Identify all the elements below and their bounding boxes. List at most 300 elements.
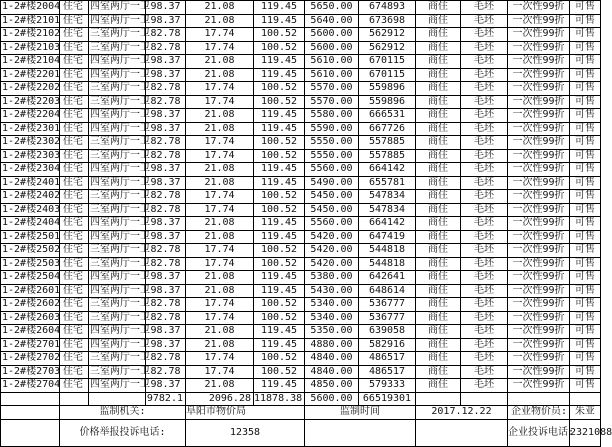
payment-cell: 一次性99折 xyxy=(508,1,570,15)
unit-cell: 1-2#楼2203 xyxy=(2,95,61,107)
nature-cell: 商住 xyxy=(416,338,461,352)
nature-cell: 商住 xyxy=(416,68,461,82)
area-cell: 98.37 xyxy=(146,284,186,298)
complaint-label: 企业投诉电话: xyxy=(508,419,570,446)
inner-area-cell: 100.52 xyxy=(254,190,305,204)
total-price-cell: 670115 xyxy=(359,68,416,82)
area-cell: 98.37 xyxy=(146,122,186,136)
total-price-cell: 544818 xyxy=(359,257,416,271)
use-cell: 住宅 xyxy=(60,352,89,366)
layout-type-cell: 三室两厅一卫 xyxy=(90,149,150,161)
payment-cell: 一次性99折 xyxy=(508,190,570,204)
area-cell: 98.37 xyxy=(146,176,186,190)
status-cell: 可售 xyxy=(570,95,601,109)
table-row xyxy=(1,311,601,325)
payment-cell: 一次性99折 xyxy=(508,95,570,109)
pool-area-cell: 17.74 xyxy=(186,28,254,42)
payment-cell: 一次性99折 xyxy=(508,109,570,123)
unit-cell: 1-2#楼2401 xyxy=(2,176,61,188)
nature-cell: 商住 xyxy=(416,298,461,312)
status-cell: 可售 xyxy=(570,298,601,312)
pool-area-cell: 21.08 xyxy=(186,55,254,69)
unit-cell: 1-2#楼2101 xyxy=(2,14,61,26)
area-cell: 98.37 xyxy=(146,14,186,28)
unit-cell: 1-2#楼2703 xyxy=(2,365,61,377)
decoration-cell: 毛坯 xyxy=(461,149,508,163)
inner-area-cell: 100.52 xyxy=(254,365,305,379)
nature-cell: 商住 xyxy=(416,1,461,15)
unit-price-cell: 5640.00 xyxy=(305,14,359,28)
total-price-cell: 673698 xyxy=(359,14,416,28)
pool-area-cell: 21.08 xyxy=(186,1,254,15)
use-cell: 住宅 xyxy=(60,1,89,15)
status-cell: 可售 xyxy=(570,257,601,271)
payment-cell: 一次性99折 xyxy=(508,284,570,298)
nature-cell: 商住 xyxy=(416,109,461,123)
payment-cell: 一次性99折 xyxy=(508,352,570,366)
nature-cell: 商住 xyxy=(416,217,461,231)
inner-area-cell: 119.45 xyxy=(254,1,305,15)
payment-cell: 一次性99折 xyxy=(508,298,570,312)
pool-area-cell: 21.08 xyxy=(186,217,254,231)
pool-area-cell: 17.74 xyxy=(186,203,254,217)
nature-cell: 商住 xyxy=(416,244,461,258)
pool-area-cell: 21.08 xyxy=(186,271,254,285)
layout-type-cell: 三室两厅一卫 xyxy=(90,28,150,40)
total-price-cell: 667726 xyxy=(359,122,416,136)
payment-cell: 一次性99折 xyxy=(508,365,570,379)
layout-type-cell: 三室两厅一卫 xyxy=(90,136,150,148)
nature-cell: 商住 xyxy=(416,190,461,204)
table-footer xyxy=(1,392,612,446)
total-price-cell: 642641 xyxy=(359,271,416,285)
pool-area-cell: 17.74 xyxy=(186,257,254,271)
total-price-cell: 536777 xyxy=(359,311,416,325)
table-row xyxy=(1,55,601,69)
layout-type-cell: 三室两厅一卫 xyxy=(90,298,150,310)
decoration-cell: 毛坯 xyxy=(461,95,508,109)
pool-area-cell: 17.74 xyxy=(186,95,254,109)
area-cell: 82.78 xyxy=(146,82,186,96)
decoration-cell: 毛坯 xyxy=(461,230,508,244)
inner-area-cell: 100.52 xyxy=(254,82,305,96)
nature-cell: 商住 xyxy=(416,379,461,393)
status-cell: 可售 xyxy=(570,244,601,258)
total-price-cell: 647419 xyxy=(359,230,416,244)
unit-price-cell: 5560.00 xyxy=(305,217,359,231)
footer-row-1 xyxy=(1,406,601,420)
use-cell: 住宅 xyxy=(60,217,89,231)
inner-area-cell: 119.45 xyxy=(254,379,305,393)
total-price-cell: 547834 xyxy=(359,203,416,217)
payment-cell: 一次性99折 xyxy=(508,379,570,393)
decoration-cell: 毛坯 xyxy=(461,365,508,379)
table-row xyxy=(1,244,601,258)
inner-area-cell: 100.52 xyxy=(254,28,305,42)
status-cell: 可售 xyxy=(570,28,601,42)
unit-cell: 1-2#楼2104 xyxy=(2,55,61,67)
nature-cell: 商住 xyxy=(416,352,461,366)
unit-price-cell: 5580.00 xyxy=(305,109,359,123)
unit-price-cell: 5490.00 xyxy=(305,176,359,190)
area-cell: 82.78 xyxy=(146,298,186,312)
payment-cell: 一次性99折 xyxy=(508,271,570,285)
decoration-cell: 毛坯 xyxy=(461,28,508,42)
table-row xyxy=(1,365,601,379)
total-price-cell: 664142 xyxy=(359,163,416,177)
inner-area-cell: 100.52 xyxy=(254,352,305,366)
area-cell: 82.78 xyxy=(146,352,186,366)
total-price-cell: 579333 xyxy=(359,379,416,393)
use-cell: 住宅 xyxy=(60,365,89,379)
unit-price-cell: 5350.00 xyxy=(305,325,359,339)
payment-cell: 一次性99折 xyxy=(508,122,570,136)
inner-area-cell: 100.52 xyxy=(254,257,305,271)
total-price-cell: 486517 xyxy=(359,365,416,379)
use-cell: 住宅 xyxy=(60,14,89,28)
payment-cell: 一次性99折 xyxy=(508,14,570,28)
status-cell: 可售 xyxy=(570,41,601,55)
inner-area-cell: 100.52 xyxy=(254,203,305,217)
unit-cell: 1-2#楼2403 xyxy=(2,203,61,215)
supervisor-label: 监制机关: xyxy=(60,406,186,420)
use-cell: 住宅 xyxy=(60,95,89,109)
unit-price-cell: 5420.00 xyxy=(305,257,359,271)
unit-cell: 1-2#楼2603 xyxy=(2,311,61,323)
inner-area-cell: 119.45 xyxy=(254,217,305,231)
use-cell: 住宅 xyxy=(60,190,89,204)
layout-type-cell: 四室两厅一卫 xyxy=(90,379,150,391)
payment-cell: 一次性99折 xyxy=(508,217,570,231)
unit-cell: 1-2#楼2304 xyxy=(2,163,61,175)
unit-price-cell: 4880.00 xyxy=(305,338,359,352)
total-price-cell: 639058 xyxy=(359,325,416,339)
payment-cell: 一次性99折 xyxy=(508,136,570,150)
unit-price-cell: 5590.00 xyxy=(305,122,359,136)
staff-value: 朱亚 xyxy=(570,406,601,420)
decoration-cell: 毛坯 xyxy=(461,163,508,177)
inner-area-cell: 119.45 xyxy=(254,284,305,298)
area-cell: 82.78 xyxy=(146,190,186,204)
use-cell: 住宅 xyxy=(60,176,89,190)
decoration-cell: 毛坯 xyxy=(461,244,508,258)
unit-cell: 1-2#楼2103 xyxy=(2,41,61,53)
unit-price-cell: 5340.00 xyxy=(305,298,359,312)
inner-area-cell: 100.52 xyxy=(254,95,305,109)
unit-price-cell: 4850.00 xyxy=(305,379,359,393)
total-price-cell: 655781 xyxy=(359,176,416,190)
layout-type-cell: 四室两厅一卫 xyxy=(90,271,150,283)
payment-cell: 一次性99折 xyxy=(508,82,570,96)
decoration-cell: 毛坯 xyxy=(461,338,508,352)
decoration-cell: 毛坯 xyxy=(461,55,508,69)
total-price-cell: 664142 xyxy=(359,217,416,231)
table-row xyxy=(1,41,601,55)
unit-price-cell: 4840.00 xyxy=(305,365,359,379)
layout-type-cell: 四室两厅一卫 xyxy=(90,338,150,350)
status-cell: 可售 xyxy=(570,136,601,150)
nature-cell: 商住 xyxy=(416,365,461,379)
pool-area-cell: 21.08 xyxy=(186,379,254,393)
layout-type-cell: 三室两厅一卫 xyxy=(90,203,150,215)
inner-area-cell: 100.52 xyxy=(254,41,305,55)
use-cell: 住宅 xyxy=(60,325,89,339)
unit-price-cell: 5550.00 xyxy=(305,149,359,163)
layout-type-cell: 四室两厅一卫 xyxy=(90,217,150,229)
layout-type-cell: 四室两厅一卫 xyxy=(90,176,150,188)
table-row xyxy=(1,82,601,96)
unit-cell: 1-2#楼2202 xyxy=(2,82,61,94)
unit-cell: 1-2#楼2301 xyxy=(2,122,61,134)
nature-cell: 商住 xyxy=(416,230,461,244)
decoration-cell: 毛坯 xyxy=(461,82,508,96)
nature-cell: 商住 xyxy=(416,82,461,96)
total-price-cell: 670115 xyxy=(359,55,416,69)
layout-type-cell: 三室两厅一卫 xyxy=(90,311,150,323)
nature-cell: 商住 xyxy=(416,55,461,69)
table-row xyxy=(1,271,601,285)
unit-price-cell: 5570.00 xyxy=(305,82,359,96)
nature-cell: 商住 xyxy=(416,163,461,177)
payment-cell: 一次性99折 xyxy=(508,203,570,217)
unit-cell: 1-2#楼2402 xyxy=(2,190,61,202)
use-cell: 住宅 xyxy=(60,28,89,42)
pool-area-cell: 21.08 xyxy=(186,122,254,136)
status-cell: 可售 xyxy=(570,203,601,217)
status-cell: 可售 xyxy=(570,365,601,379)
area-cell: 82.78 xyxy=(146,203,186,217)
pool-area-cell: 17.74 xyxy=(186,41,254,55)
unit-price-cell: 5380.00 xyxy=(305,271,359,285)
status-cell: 可售 xyxy=(570,122,601,136)
area-cell: 82.78 xyxy=(146,365,186,379)
layout-type-cell: 三室两厅一卫 xyxy=(90,41,150,53)
decoration-cell: 毛坯 xyxy=(461,1,508,15)
unit-price-cell: 5610.00 xyxy=(305,68,359,82)
pool-area-cell: 17.74 xyxy=(186,311,254,325)
layout-type-cell: 四室两厅一卫 xyxy=(90,109,150,121)
layout-type-cell: 四室两厅一卫 xyxy=(90,284,150,296)
pool-area-cell: 17.74 xyxy=(186,190,254,204)
table-row xyxy=(1,109,601,123)
inner-area-cell: 119.45 xyxy=(254,68,305,82)
layout-type-cell: 三室两厅一卫 xyxy=(90,82,150,94)
unit-price-cell: 5340.00 xyxy=(305,311,359,325)
nature-cell: 商住 xyxy=(416,271,461,285)
area-cell: 98.37 xyxy=(146,217,186,231)
nature-cell: 商住 xyxy=(416,95,461,109)
layout-type-cell: 四室两厅一卫 xyxy=(90,230,150,242)
table-row xyxy=(1,230,601,244)
total-price-cell: 486517 xyxy=(359,352,416,366)
payment-cell: 一次性99折 xyxy=(508,230,570,244)
status-cell: 可售 xyxy=(570,311,601,325)
unit-cell: 1-2#楼2004 xyxy=(2,1,61,13)
inner-area-cell: 119.45 xyxy=(254,55,305,69)
total-price-cell: 559896 xyxy=(359,82,416,96)
nature-cell: 商住 xyxy=(416,122,461,136)
inner-area-cell: 100.52 xyxy=(254,244,305,258)
totals-row xyxy=(1,392,601,406)
inner-area-cell: 100.52 xyxy=(254,311,305,325)
use-cell: 住宅 xyxy=(60,136,89,150)
inner-area-cell: 100.52 xyxy=(254,149,305,163)
area-cell: 98.37 xyxy=(146,338,186,352)
status-cell: 可售 xyxy=(570,14,601,28)
hotline-label: 价格举报投诉电话: xyxy=(60,419,186,446)
unit-cell: 1-2#楼2701 xyxy=(2,338,61,350)
use-cell: 住宅 xyxy=(60,163,89,177)
unit-cell: 1-2#楼2102 xyxy=(2,28,61,40)
layout-type-cell: 三室两厅一卫 xyxy=(90,365,150,377)
pool-area-cell: 21.08 xyxy=(186,230,254,244)
total-price-cell: 562912 xyxy=(359,41,416,55)
status-cell: 可售 xyxy=(570,176,601,190)
payment-cell: 一次性99折 xyxy=(508,338,570,352)
nature-cell: 商住 xyxy=(416,311,461,325)
payment-cell: 一次性99折 xyxy=(508,163,570,177)
unit-price-cell: 5420.00 xyxy=(305,230,359,244)
table-row xyxy=(1,14,601,28)
footer-row-2 xyxy=(1,419,601,446)
staff-label: 企业物价员: xyxy=(508,406,570,420)
layout-type-cell: 四室两厅一卫 xyxy=(90,1,150,13)
decoration-cell: 毛坯 xyxy=(461,379,508,393)
area-cell: 98.37 xyxy=(146,109,186,123)
decoration-cell: 毛坯 xyxy=(461,176,508,190)
unit-cell: 1-2#楼2601 xyxy=(2,284,61,296)
nature-cell: 商住 xyxy=(416,41,461,55)
nature-cell: 商住 xyxy=(416,14,461,28)
unit-cell: 1-2#楼2501 xyxy=(2,230,61,242)
unit-price-cell: 5420.00 xyxy=(305,244,359,258)
pool-area-cell: 17.74 xyxy=(186,298,254,312)
pool-area-cell: 21.08 xyxy=(186,176,254,190)
decoration-cell: 毛坯 xyxy=(461,298,508,312)
area-cell: 98.37 xyxy=(146,163,186,177)
layout-type-cell: 三室两厅一卫 xyxy=(90,244,150,256)
inner-area-cell: 119.45 xyxy=(254,14,305,28)
unit-price-cell: 5550.00 xyxy=(305,136,359,150)
table-row xyxy=(1,338,601,352)
pool-area-cell: 21.08 xyxy=(186,68,254,82)
total-pool: 2096.28 xyxy=(186,392,254,406)
unit-cell: 1-2#楼2702 xyxy=(2,352,61,364)
total-price-cell: 666531 xyxy=(359,109,416,123)
date-label: 监制时间 xyxy=(305,406,416,420)
unit-cell: 1-2#楼2302 xyxy=(2,136,61,148)
layout-type-cell: 四室两厅一卫 xyxy=(90,122,150,134)
unit-cell: 1-2#楼2602 xyxy=(2,298,61,310)
area-cell: 82.78 xyxy=(146,311,186,325)
nature-cell: 商住 xyxy=(416,136,461,150)
area-cell: 82.78 xyxy=(146,149,186,163)
status-cell: 可售 xyxy=(570,230,601,244)
status-cell: 可售 xyxy=(570,190,601,204)
use-cell: 住宅 xyxy=(60,68,89,82)
pool-area-cell: 17.74 xyxy=(186,82,254,96)
status-cell: 可售 xyxy=(570,284,601,298)
decoration-cell: 毛坯 xyxy=(461,271,508,285)
area-cell: 82.78 xyxy=(146,244,186,258)
layout-type-cell: 四室两厅一卫 xyxy=(90,163,150,175)
nature-cell: 商住 xyxy=(416,28,461,42)
unit-price-cell: 4840.00 xyxy=(305,352,359,366)
use-cell: 住宅 xyxy=(60,271,89,285)
payment-cell: 一次性99折 xyxy=(508,176,570,190)
table-row xyxy=(1,325,601,339)
unit-cell: 1-2#楼2502 xyxy=(2,244,61,256)
nature-cell: 商住 xyxy=(416,284,461,298)
total-inner: 11878.38 xyxy=(254,392,305,406)
decoration-cell: 毛坯 xyxy=(461,352,508,366)
layout-type-cell: 三室两厅一卫 xyxy=(90,95,150,107)
inner-area-cell: 100.52 xyxy=(254,298,305,312)
use-cell: 住宅 xyxy=(60,203,89,217)
use-cell: 住宅 xyxy=(60,311,89,325)
layout-type-cell: 四室两厅一卫 xyxy=(90,14,150,26)
unit-price-cell: 5600.00 xyxy=(305,28,359,42)
total-amount: 66519301 xyxy=(359,392,416,406)
unit-price-cell: 5570.00 xyxy=(305,95,359,109)
status-cell: 可售 xyxy=(570,149,601,163)
layout-type-cell: 四室两厅一卫 xyxy=(90,68,150,80)
decoration-cell: 毛坯 xyxy=(461,109,508,123)
use-cell: 住宅 xyxy=(60,55,89,69)
supervisor-value: 阜阳市物价局 xyxy=(186,406,305,420)
use-cell: 住宅 xyxy=(60,41,89,55)
status-cell: 可售 xyxy=(570,352,601,366)
pool-area-cell: 21.08 xyxy=(186,338,254,352)
table-row xyxy=(1,217,601,231)
area-cell: 98.37 xyxy=(146,271,186,285)
status-cell: 可售 xyxy=(570,109,601,123)
payment-cell: 一次性99折 xyxy=(508,149,570,163)
pool-area-cell: 21.08 xyxy=(186,14,254,28)
decoration-cell: 毛坯 xyxy=(461,41,508,55)
pool-area-cell: 17.74 xyxy=(186,149,254,163)
decoration-cell: 毛坯 xyxy=(461,325,508,339)
table-row xyxy=(1,68,601,82)
use-cell: 住宅 xyxy=(60,298,89,312)
total-price-cell: 557885 xyxy=(359,149,416,163)
total-price-cell: 562912 xyxy=(359,28,416,42)
complaint-value: 2321088 xyxy=(570,419,601,446)
table-row xyxy=(1,163,601,177)
status-cell: 可售 xyxy=(570,325,601,339)
total-price-cell: 536777 xyxy=(359,298,416,312)
status-cell: 可售 xyxy=(570,271,601,285)
area-cell: 82.78 xyxy=(146,136,186,150)
inner-area-cell: 119.45 xyxy=(254,109,305,123)
table-row xyxy=(1,379,601,393)
table-row xyxy=(1,284,601,298)
nature-cell: 商住 xyxy=(416,203,461,217)
area-cell: 98.37 xyxy=(146,325,186,339)
total-price-cell: 648614 xyxy=(359,284,416,298)
unit-cell: 1-2#楼2204 xyxy=(2,109,61,121)
use-cell: 住宅 xyxy=(60,122,89,136)
table-row xyxy=(1,298,601,312)
use-cell: 住宅 xyxy=(60,230,89,244)
unit-cell: 1-2#楼2201 xyxy=(2,68,61,80)
status-cell: 可售 xyxy=(570,82,601,96)
use-cell: 住宅 xyxy=(60,257,89,271)
unit-price-cell: 5610.00 xyxy=(305,55,359,69)
decoration-cell: 毛坯 xyxy=(461,284,508,298)
inner-area-cell: 119.45 xyxy=(254,122,305,136)
payment-cell: 一次性99折 xyxy=(508,28,570,42)
